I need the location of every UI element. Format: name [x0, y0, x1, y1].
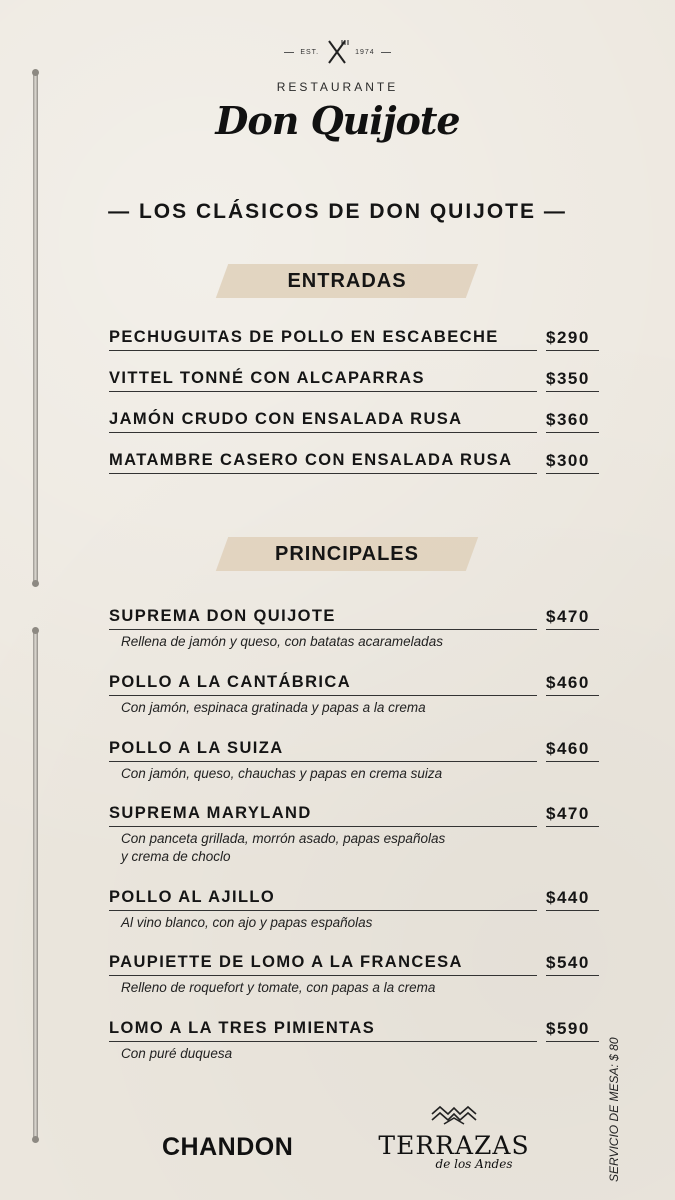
item-description: Rellena de jamón y queso, con batatas acarameladas: [121, 634, 443, 649]
terrazas-name: TERRAZAS: [378, 1131, 530, 1160]
item-description: Con puré duquesa: [121, 1046, 233, 1061]
terrazas-subtitle: de los Andes: [435, 1157, 513, 1171]
item-description: Relleno de roquefort y tomate, con papas a la crema: [121, 980, 436, 995]
section-title: — LOS CLÁSICOS DE DON QUIJOTE —: [108, 200, 567, 223]
principales-header: [222, 537, 472, 571]
item-name: POLLO A LA SUIZA: [109, 739, 537, 762]
logo-restaurante: RESTAURANTE: [276, 80, 399, 94]
item-name: PAUPIETTE DE LOMO A LA FRANCESA: [109, 953, 537, 976]
decorative-rail-top: [33, 72, 38, 584]
item-description: Al vino blanco, con ajo y papas españolas: [121, 915, 373, 930]
terrazas-emblem-icon: [430, 1104, 478, 1128]
est-label: EST.: [300, 48, 320, 56]
decorative-rail-bottom: [33, 630, 38, 1140]
item-name: SUPREMA DON QUIJOTE: [109, 607, 537, 630]
item-name: POLLO A LA CANTÁBRICA: [109, 673, 537, 696]
entradas-header: [222, 264, 472, 298]
item-price: $460: [546, 739, 599, 762]
item-price: $350: [546, 369, 599, 392]
item-price: $440: [546, 888, 599, 911]
est-year: 1974: [355, 48, 375, 56]
terrazas-logo: [374, 1104, 534, 1171]
item-description-line: y crema de choclo: [121, 849, 231, 864]
item-name: POLLO AL AJILLO: [109, 888, 537, 911]
item-name: SUPREMA MARYLAND: [109, 804, 537, 827]
item-description: Con jamón, espinaca gratinada y papas a la crema: [121, 700, 426, 715]
item-name: LOMO A LA TRES PIMIENTAS: [109, 1019, 537, 1042]
chandon-logo: CHANDON: [162, 1133, 294, 1161]
entradas-title: ENTRADAS: [287, 269, 407, 292]
servicio-de-mesa: SERVICIO DE MESA: $ 80: [607, 1037, 621, 1182]
item-price: $470: [546, 804, 599, 827]
item-price: $540: [546, 953, 599, 976]
item-description-line: Con panceta grillada, morrón asado, papas españolas: [121, 831, 446, 846]
item-price: $360: [546, 410, 599, 433]
item-description: Con jamón, queso, chauchas y papas en crema suiza: [121, 766, 443, 781]
logo-est-row: [0, 38, 675, 66]
item-price: $290: [546, 328, 599, 351]
logo-name: Don Quijote: [215, 98, 460, 143]
principales-title: PRINCIPALES: [275, 542, 419, 565]
item-name: PECHUGUITAS DE POLLO EN ESCABECHE: [109, 328, 537, 351]
item-name: JAMÓN CRUDO CON ENSALADA RUSA: [109, 410, 537, 433]
crossed-utensils-icon: [325, 39, 349, 65]
item-price: $590: [546, 1019, 599, 1042]
item-price: $460: [546, 673, 599, 696]
item-price: $470: [546, 607, 599, 630]
item-name: MATAMBRE CASERO CON ENSALADA RUSA: [109, 451, 537, 474]
item-name: VITTEL TONNÉ CON ALCAPARRAS: [109, 369, 537, 392]
item-description: [121, 830, 501, 866]
item-price: $300: [546, 451, 599, 474]
